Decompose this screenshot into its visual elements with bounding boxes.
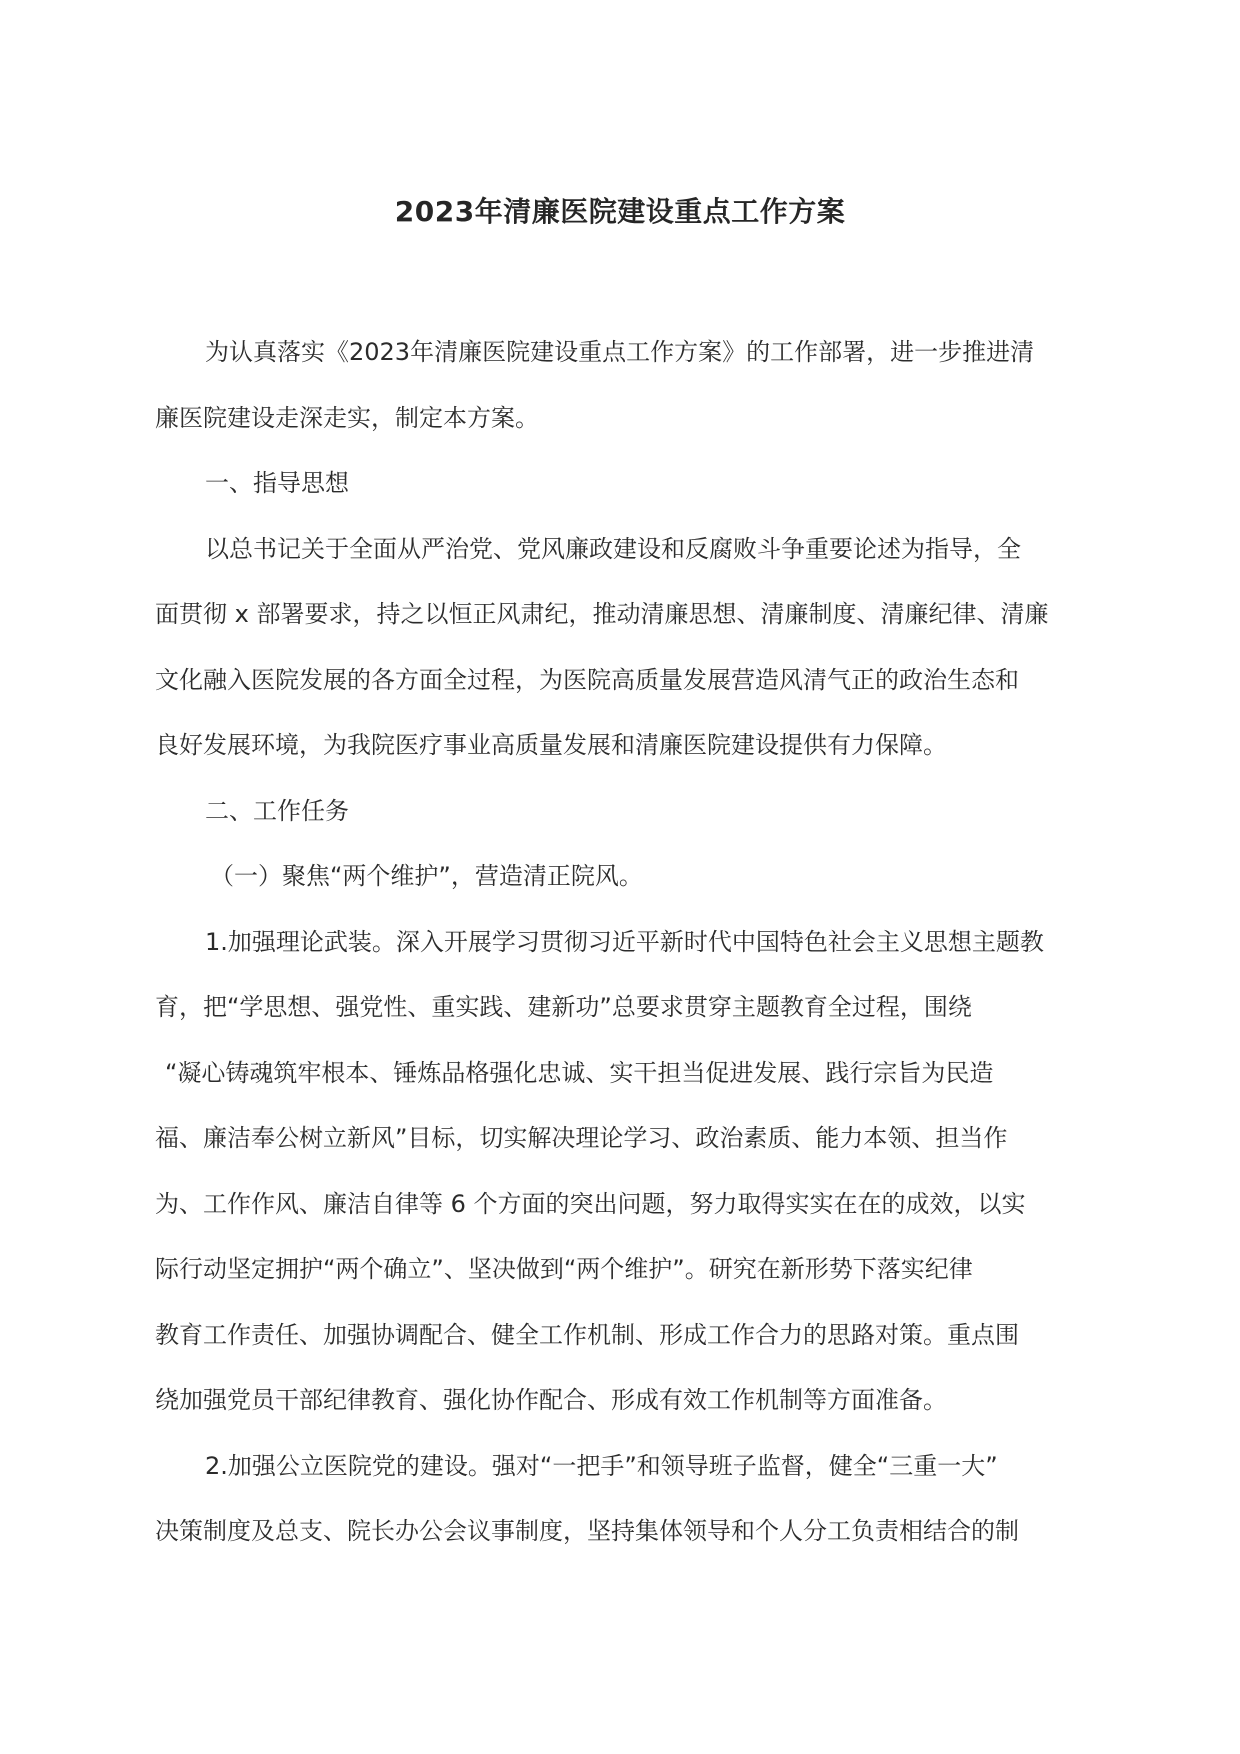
section-heading: 二、工作任务 bbox=[205, 796, 349, 825]
subsection-heading: （一）聚焦“两个维护”，营造清正院风。 bbox=[210, 862, 643, 890]
paragraph-line: 1.加强理论武装。深入开展学习贯彻习近平新时代中国特色社会主义思想主题教 bbox=[205, 927, 1044, 956]
paragraph-line: 教育工作责任、加强协调配合、健全工作机制、形成工作合力的思路对策。重点围 bbox=[155, 1320, 1019, 1349]
paragraph-line: 文化融入医院发展的各方面全过程，为医院高质量发展营造风清气正的政治生态和 bbox=[155, 665, 1019, 694]
paragraph-line: 为认真落实《2023年清廉医院建设重点工作方案》的工作部署，进一步推进清 bbox=[205, 338, 1035, 366]
document-body bbox=[155, 320, 1085, 1565]
paragraph-line: 2.加强公立医院党的建设。强对“一把手”和领导班子监督，健全“三重一大” bbox=[205, 1451, 998, 1480]
paragraph-line: 良好发展环境，为我院医疗事业高质量发展和清廉医院建设提供有力保障。 bbox=[155, 731, 947, 759]
paragraph-line: 为、工作作风、廉洁自律等 6 个方面的突出问题，努力取得实实在在的成效，以实 bbox=[155, 1189, 1026, 1218]
paragraph-line: 福、廉洁奉公树立新风”目标，切实解决理论学习、政治素质、能力本领、担当作 bbox=[155, 1124, 1008, 1152]
paragraph-line: 以总书记关于全面从严治党、党风廉政建设和反腐败斗争重要论述为指导，全 bbox=[205, 534, 1021, 563]
paragraph-line: 决策制度及总支、院长办公会议事制度，坚持集体领导和个人分工负责相结合的制 bbox=[155, 1517, 1019, 1545]
paragraph-line: 育，把“学思想、强党性、重实践、建新功”总要求贯穿主题教育全过程，围绕 bbox=[155, 993, 972, 1021]
paragraph-line: 际行动坚定拥护“两个确立”、坚决做到“两个维护”。研究在新形势下落实纪律 bbox=[155, 1255, 973, 1283]
paragraph-line: “凝心铸魂筑牢根本、锤炼品格强化忠诚、实干担当促进发展、践行宗旨为民造 bbox=[165, 1058, 994, 1087]
paragraph-line: 廉医院建设走深走实，制定本方案。 bbox=[155, 403, 539, 432]
paragraph-line: 面贯彻 x 部署要求，持之以恒正风肃纪，推动清廉思想、清廉制度、清廉纪律、清廉 bbox=[155, 600, 1049, 628]
paragraph-line: 绕加强党员干部纪律教育、强化协作配合、形成有效工作机制等方面准备。 bbox=[155, 1386, 947, 1414]
section-heading: 一、指导思想 bbox=[205, 469, 349, 497]
document-title: 2023年清廉医院建设重点工作方案 bbox=[394, 195, 846, 228]
